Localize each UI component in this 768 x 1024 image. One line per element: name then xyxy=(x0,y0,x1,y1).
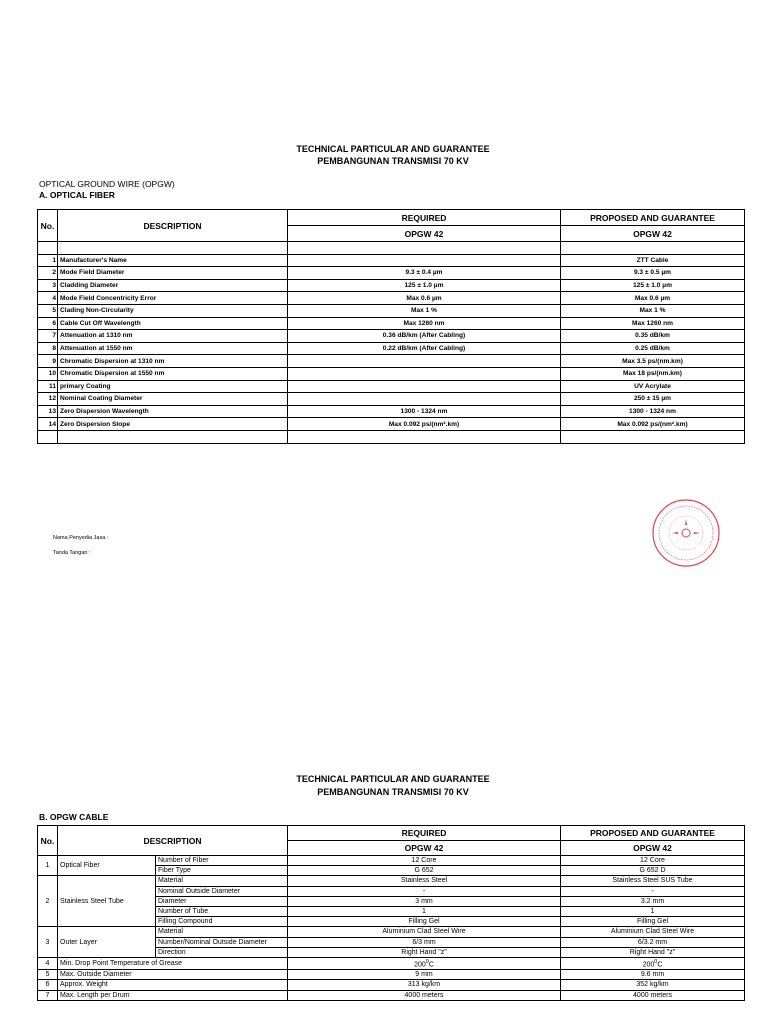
row-number: 6 xyxy=(38,317,58,330)
row-required xyxy=(288,367,561,380)
row-proposed: Max 3.5 ps/(nm.km) xyxy=(561,355,745,368)
row-sub-description: Material xyxy=(156,927,288,937)
row-required: Max 0.092 ps/(nm².km) xyxy=(288,418,561,431)
header-required: REQUIRED xyxy=(288,210,561,226)
row-description: primary Coating xyxy=(58,380,288,393)
row-description: Cable Cut Off Wavelength xyxy=(58,317,288,330)
header-description: DESCRIPTION xyxy=(58,826,288,856)
row-sub-description: Number of Tube xyxy=(156,906,288,916)
row-proposed: 1 xyxy=(561,906,745,916)
table-row xyxy=(38,990,745,1000)
table-row xyxy=(38,279,745,292)
header-no: No. xyxy=(38,826,58,856)
row-required xyxy=(288,990,561,1000)
row-proposed: 0.25 dB/km xyxy=(561,342,745,355)
row-proposed xyxy=(561,957,745,969)
row-proposed: Max 1260 nm xyxy=(561,317,745,330)
row-description: Nominal Coating Diameter xyxy=(58,393,288,406)
group-number: 1 xyxy=(38,856,58,876)
table-row xyxy=(38,393,745,406)
empty-cell xyxy=(561,242,745,255)
table-row xyxy=(38,292,745,305)
empty-cell xyxy=(58,242,288,255)
header-proposed-sub: OPGW 42 xyxy=(561,226,745,242)
row-sub-description: Direction xyxy=(156,947,288,957)
row-proposed: Max 18 ps/(nm.km) xyxy=(561,367,745,380)
row-number: 11 xyxy=(38,380,58,393)
row-required: 125 ± 1.0 µm xyxy=(288,279,561,292)
row-number: 6 xyxy=(38,980,58,990)
row-proposed: 0.35 dB/km xyxy=(561,330,745,343)
row-description: Zero Dispersion Wavelength xyxy=(58,405,288,418)
row-required: 6/3 mm xyxy=(288,937,561,947)
row-description: Chromatic Dispersion at 1550 nm xyxy=(58,367,288,380)
row-proposed: 12 Core xyxy=(561,856,745,866)
row-required xyxy=(288,957,561,969)
table-row xyxy=(38,317,745,330)
row-proposed: 1300 - 1324 nm xyxy=(561,405,745,418)
table-row xyxy=(38,876,745,886)
row-proposed xyxy=(561,990,745,1000)
value-text: 313 kg/km xyxy=(407,981,441,989)
table-row xyxy=(38,330,745,343)
row-proposed: Max 1 % xyxy=(561,304,745,317)
empty-cell xyxy=(58,430,288,443)
row-required xyxy=(288,980,561,990)
table-row xyxy=(38,342,745,355)
group-name: Optical Fiber xyxy=(58,856,156,876)
empty-cell xyxy=(38,430,58,443)
optical-fiber-table xyxy=(37,209,745,444)
row-required: Max 1260 nm xyxy=(288,317,561,330)
row-required xyxy=(288,970,561,980)
row-description: Mode Field Concentricity Error xyxy=(58,292,288,305)
row-sub-description: Material xyxy=(156,876,288,886)
page1-title-line2: PEMBANGUNAN TRANSMISI 70 KV xyxy=(317,156,469,166)
page2-title-line1: TECHNICAL PARTICULAR AND GUARANTEE xyxy=(296,774,490,784)
unit-text: C xyxy=(428,961,434,969)
row-number: 7 xyxy=(38,990,58,1000)
row-proposed: 3.2 mm xyxy=(561,896,745,906)
row-number: 4 xyxy=(38,292,58,305)
header-no: No. xyxy=(38,210,58,242)
row-required: G 652 xyxy=(288,866,561,876)
row-required: 0.22 dB/km (After Cabling) xyxy=(288,342,561,355)
row-required xyxy=(288,254,561,267)
row-proposed xyxy=(561,970,745,980)
provider-name-label: Nama Penyedia Jasa : xyxy=(53,535,109,541)
row-description: Chromatic Dispersion at 1310 nm xyxy=(58,355,288,368)
table-row xyxy=(38,267,745,280)
row-proposed: Stainless Steel SUS Tube xyxy=(561,876,745,886)
value-text: 4000 meters xyxy=(404,991,444,999)
table-row xyxy=(38,856,745,866)
header-required-sub: OPGW 42 xyxy=(288,226,561,242)
row-number: 2 xyxy=(38,267,58,280)
row-number: 14 xyxy=(38,418,58,431)
unit-text: C xyxy=(657,961,663,969)
table-row xyxy=(38,304,745,317)
row-required: Stainless Steel xyxy=(288,876,561,886)
opgw-cable-body xyxy=(38,856,745,1001)
empty-cell xyxy=(288,430,561,443)
degree-symbol: 0 xyxy=(425,958,429,965)
row-required: Right Hand "z" xyxy=(288,947,561,957)
row-required xyxy=(288,380,561,393)
row-required: 12 Core xyxy=(288,856,561,866)
row-number: 5 xyxy=(38,304,58,317)
row-sub-description: Nominal Outside Diameter xyxy=(156,886,288,896)
page1-subtitle: OPTICAL GROUND WIRE (OPGW) xyxy=(39,179,175,189)
row-sub-description: Fiber Type xyxy=(156,866,288,876)
value-text: 200 xyxy=(642,961,655,969)
row-description: Cladding Diameter xyxy=(58,279,288,292)
row-number: 12 xyxy=(38,393,58,406)
value-text: 4000 meters xyxy=(633,991,672,999)
row-proposed xyxy=(561,980,745,990)
table-row xyxy=(38,254,745,267)
row-number: 10 xyxy=(38,367,58,380)
row-proposed: Aluminium Clad Steel Wire xyxy=(561,927,745,937)
row-proposed: Max 0.6 µm xyxy=(561,292,745,305)
row-required: Filling Gel xyxy=(288,917,561,927)
row-required: Aluminium Clad Steel Wire xyxy=(288,927,561,937)
row-sub-description: Filling Compound xyxy=(156,917,288,927)
optical-fiber-body xyxy=(38,242,745,444)
row-number: 5 xyxy=(38,970,58,980)
page1-title-line1: TECHNICAL PARTICULAR AND GUARANTEE xyxy=(296,144,490,154)
value-text: 9.6 mm xyxy=(640,971,665,979)
table-row xyxy=(38,405,745,418)
row-proposed: UV Acrylate xyxy=(561,380,745,393)
row-required xyxy=(288,355,561,368)
opgw-cable-table xyxy=(37,825,745,1001)
row-required: 3 mm xyxy=(288,896,561,906)
header-description: DESCRIPTION xyxy=(58,210,288,242)
value-text: 9 mm xyxy=(415,971,433,979)
group-number: 2 xyxy=(38,876,58,927)
empty-cell xyxy=(38,242,58,255)
row-number: 13 xyxy=(38,405,58,418)
header-proposed: PROPOSED AND GUARANTEE xyxy=(561,826,745,841)
row-description: Max. Outside Diameter xyxy=(58,970,288,980)
row-required: - xyxy=(288,886,561,896)
page2-title-line2: PEMBANGUNAN TRANSMISI 70 KV xyxy=(317,787,469,797)
row-proposed: - xyxy=(561,886,745,896)
row-required: 1300 - 1324 nm xyxy=(288,405,561,418)
row-required: 9.3 ± 0.4 µm xyxy=(288,267,561,280)
degree-symbol: 0 xyxy=(654,958,658,965)
row-sub-description: Number/Nominal Outside Diameter xyxy=(156,937,288,947)
page2-section-title: B. OPGW CABLE xyxy=(39,812,109,822)
row-required: 1 xyxy=(288,906,561,916)
company-seal-stamp xyxy=(650,497,722,569)
empty-cell xyxy=(561,430,745,443)
row-number: 9 xyxy=(38,355,58,368)
value-text: 352 kg/km xyxy=(636,981,669,989)
row-required: Max 1 % xyxy=(288,304,561,317)
table-row xyxy=(38,957,745,969)
row-sub-description: Diameter xyxy=(156,896,288,906)
row-proposed: 9.3 ± 0.5 µm xyxy=(561,267,745,280)
table-row xyxy=(38,355,745,368)
row-number: 8 xyxy=(38,342,58,355)
row-proposed: 6/3.2 mm xyxy=(561,937,745,947)
spacer-row xyxy=(38,242,745,255)
table-row xyxy=(38,380,745,393)
row-description: Attenuation at 1550 nm xyxy=(58,342,288,355)
page1-section-title: A. OPTICAL FIBER xyxy=(39,190,115,200)
table-row xyxy=(38,418,745,431)
row-description: Min. Drop Point Temperature of Grease xyxy=(58,957,288,969)
value-text: 200 xyxy=(414,961,426,969)
group-name: Stainless Steel Tube xyxy=(58,876,156,927)
header-proposed-sub: OPGW 42 xyxy=(561,841,745,856)
row-proposed: G 652 D xyxy=(561,866,745,876)
header-required-sub: OPGW 42 xyxy=(288,841,561,856)
row-proposed: Right Hand "z" xyxy=(561,947,745,957)
table-row xyxy=(38,970,745,980)
row-required xyxy=(288,393,561,406)
row-description: Approx. Weight xyxy=(58,980,288,990)
row-proposed: ZTT Cable xyxy=(561,254,745,267)
spacer-row xyxy=(38,430,745,443)
row-description: Attenuation at 1310 nm xyxy=(58,330,288,343)
row-number: 3 xyxy=(38,279,58,292)
row-proposed: 125 ± 1.0 µm xyxy=(561,279,745,292)
signature-label: Tanda Tangan : xyxy=(53,550,91,556)
row-proposed: 250 ± 15 µm xyxy=(561,393,745,406)
row-sub-description: Number of Fiber xyxy=(156,856,288,866)
row-proposed: Max 0.092 ps/(nm².km) xyxy=(561,418,745,431)
row-description: Clading Non-Circularity xyxy=(58,304,288,317)
row-description: Max. Length per Drum xyxy=(58,990,288,1000)
row-number: 7 xyxy=(38,330,58,343)
table-row xyxy=(38,927,745,937)
row-required: Max 0.6 µm xyxy=(288,292,561,305)
header-required: REQUIRED xyxy=(288,826,561,841)
row-required: 0.36 dB/km (After Cabling) xyxy=(288,330,561,343)
header-proposed: PROPOSED AND GUARANTEE xyxy=(561,210,745,226)
row-description: Manufacturer's Name xyxy=(58,254,288,267)
table-row xyxy=(38,980,745,990)
row-number: 1 xyxy=(38,254,58,267)
group-number: 3 xyxy=(38,927,58,958)
row-proposed: Filling Gel xyxy=(561,917,745,927)
row-number: 4 xyxy=(38,957,58,969)
empty-cell xyxy=(288,242,561,255)
row-description: Mode Field Diameter xyxy=(58,267,288,280)
group-name: Outer Layer xyxy=(58,927,156,958)
row-description: Zero Dispersion Slope xyxy=(58,418,288,431)
table-row xyxy=(38,367,745,380)
